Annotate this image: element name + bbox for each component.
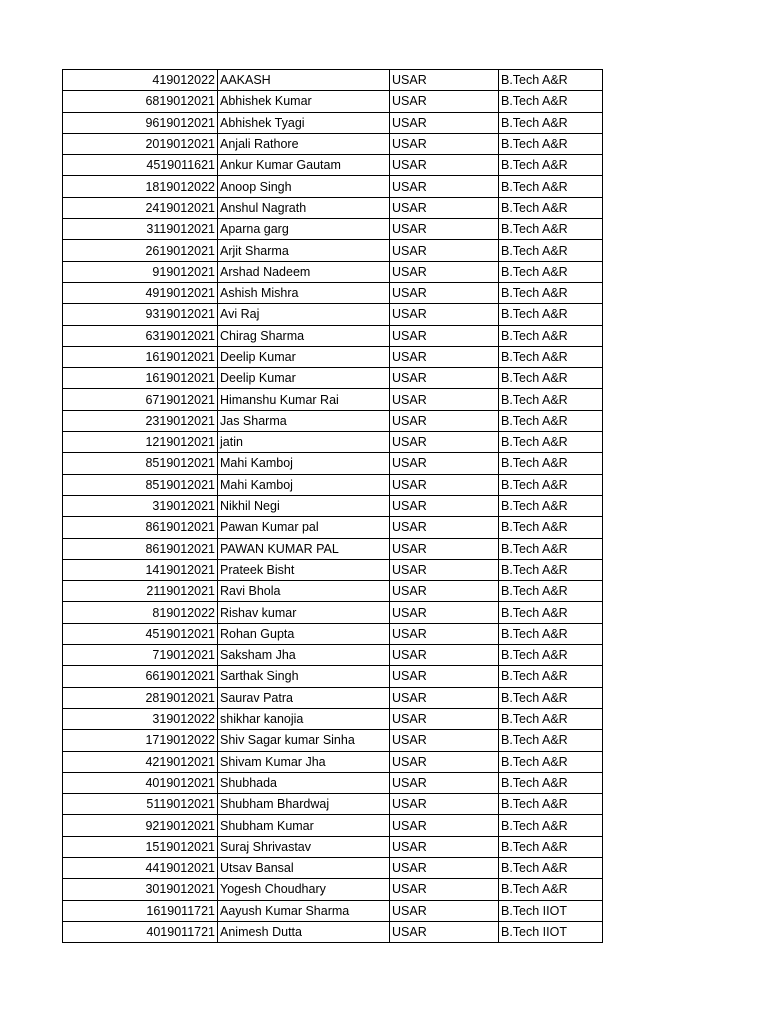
table-row [63, 581, 603, 602]
program-cell[interactable]: B.Tech A&R [499, 325, 603, 346]
student-name-cell[interactable]: Avi Raj [218, 304, 390, 325]
student-name-cell[interactable]: Anjali Rathore [218, 133, 390, 154]
school-cell[interactable]: USAR [390, 921, 499, 942]
enrollment-cell[interactable]: 6719012021 [63, 389, 218, 410]
student-name-cell[interactable]: Anoop Singh [218, 176, 390, 197]
school-cell[interactable]: USAR [390, 304, 499, 325]
enrollment-cell[interactable]: 319012021 [63, 495, 218, 516]
student-name-cell[interactable]: Mahi Kamboj [218, 453, 390, 474]
school-cell[interactable]: USAR [390, 261, 499, 282]
enrollment-cell[interactable]: 4519011621 [63, 155, 218, 176]
program-cell[interactable]: B.Tech A&R [499, 495, 603, 516]
student-name-cell[interactable]: Anshul Nagrath [218, 197, 390, 218]
enrollment-cell[interactable]: 6319012021 [63, 325, 218, 346]
program-cell[interactable]: B.Tech A&R [499, 389, 603, 410]
school-cell[interactable]: USAR [390, 91, 499, 112]
enrollment-cell[interactable]: 1519012021 [63, 836, 218, 857]
enrollment-cell[interactable]: 6819012021 [63, 91, 218, 112]
student-name-cell[interactable]: jatin [218, 432, 390, 453]
enrollment-cell[interactable]: 2319012021 [63, 410, 218, 431]
school-cell[interactable]: USAR [390, 197, 499, 218]
table-row [63, 623, 603, 644]
student-name-cell[interactable]: PAWAN KUMAR PAL [218, 538, 390, 559]
enrollment-cell[interactable]: 1419012021 [63, 559, 218, 580]
school-cell[interactable]: USAR [390, 282, 499, 303]
program-cell[interactable]: B.Tech A&R [499, 538, 603, 559]
table-row [63, 240, 603, 261]
table-row [63, 751, 603, 772]
school-cell[interactable]: USAR [390, 708, 499, 729]
program-cell[interactable]: B.Tech IIOT [499, 900, 603, 921]
program-cell[interactable]: B.Tech A&R [499, 453, 603, 474]
enrollment-cell[interactable]: 4219012021 [63, 751, 218, 772]
student-name-cell[interactable]: Mahi Kamboj [218, 474, 390, 495]
enrollment-cell[interactable]: 5119012021 [63, 794, 218, 815]
school-cell[interactable]: USAR [390, 559, 499, 580]
student-name-cell[interactable]: Deelip Kumar [218, 368, 390, 389]
student-name-cell[interactable]: Ankur Kumar Gautam [218, 155, 390, 176]
student-name-cell[interactable]: Saurav Patra [218, 687, 390, 708]
enrollment-cell[interactable]: 2419012021 [63, 197, 218, 218]
program-cell[interactable]: B.Tech A&R [499, 730, 603, 751]
student-name-cell[interactable]: Suraj Shrivastav [218, 836, 390, 857]
student-name-cell[interactable]: Ravi Bhola [218, 581, 390, 602]
student-name-cell[interactable]: Shubhada [218, 772, 390, 793]
enrollment-cell[interactable]: 1219012021 [63, 432, 218, 453]
program-cell[interactable]: B.Tech A&R [499, 836, 603, 857]
enrollment-cell[interactable]: 3119012021 [63, 219, 218, 240]
enrollment-cell[interactable]: 4019011721 [63, 921, 218, 942]
student-name-cell[interactable]: Shubham Kumar [218, 815, 390, 836]
school-cell[interactable]: USAR [390, 815, 499, 836]
school-cell[interactable]: USAR [390, 389, 499, 410]
program-cell[interactable]: B.Tech A&R [499, 219, 603, 240]
enrollment-cell[interactable]: 8619012021 [63, 517, 218, 538]
table-row [63, 879, 603, 900]
school-cell[interactable]: USAR [390, 112, 499, 133]
school-cell[interactable]: USAR [390, 666, 499, 687]
program-cell[interactable]: B.Tech A&R [499, 559, 603, 580]
school-cell[interactable]: USAR [390, 474, 499, 495]
table-row [63, 900, 603, 921]
student-name-cell[interactable]: Deelip Kumar [218, 346, 390, 367]
enrollment-cell[interactable]: 9219012021 [63, 815, 218, 836]
program-cell[interactable]: B.Tech A&R [499, 815, 603, 836]
student-name-cell[interactable]: Chirag Sharma [218, 325, 390, 346]
table-row [63, 432, 603, 453]
program-cell[interactable]: B.Tech A&R [499, 240, 603, 261]
school-cell[interactable]: USAR [390, 325, 499, 346]
table-row [63, 772, 603, 793]
student-name-cell[interactable]: Sarthak Singh [218, 666, 390, 687]
school-cell[interactable]: USAR [390, 772, 499, 793]
program-cell[interactable]: B.Tech A&R [499, 197, 603, 218]
student-name-cell[interactable]: Ashish Mishra [218, 282, 390, 303]
student-name-cell[interactable]: Prateek Bisht [218, 559, 390, 580]
enrollment-cell[interactable]: 1719012022 [63, 730, 218, 751]
table-row [63, 836, 603, 857]
enrollment-cell[interactable]: 919012021 [63, 261, 218, 282]
program-cell[interactable]: B.Tech A&R [499, 112, 603, 133]
table-row [63, 453, 603, 474]
enrollment-cell[interactable]: 9619012021 [63, 112, 218, 133]
table-row [63, 559, 603, 580]
enrollment-cell[interactable]: 3019012021 [63, 879, 218, 900]
student-name-cell[interactable]: Arshad Nadeem [218, 261, 390, 282]
student-name-cell[interactable]: Nikhil Negi [218, 495, 390, 516]
school-cell[interactable]: USAR [390, 602, 499, 623]
student-name-cell[interactable]: Shivam Kumar Jha [218, 751, 390, 772]
student-name-cell[interactable]: Aparna garg [218, 219, 390, 240]
table-row [63, 495, 603, 516]
enrollment-cell[interactable]: 719012021 [63, 645, 218, 666]
table-row [63, 70, 603, 91]
program-cell[interactable]: B.Tech A&R [499, 474, 603, 495]
school-cell[interactable]: USAR [390, 794, 499, 815]
enrollment-cell[interactable]: 2019012021 [63, 133, 218, 154]
enrollment-cell[interactable]: 4519012021 [63, 623, 218, 644]
school-cell[interactable]: USAR [390, 751, 499, 772]
table-row [63, 282, 603, 303]
student-name-cell[interactable]: Yogesh Choudhary [218, 879, 390, 900]
table-row [63, 687, 603, 708]
enrollment-cell[interactable]: 319012022 [63, 708, 218, 729]
school-cell[interactable]: USAR [390, 70, 499, 91]
student-name-cell[interactable]: Abhishek Tyagi [218, 112, 390, 133]
school-cell[interactable]: USAR [390, 879, 499, 900]
table-row [63, 368, 603, 389]
table-row [63, 538, 603, 559]
program-cell[interactable]: B.Tech A&R [499, 368, 603, 389]
table-row [63, 815, 603, 836]
school-cell[interactable]: USAR [390, 730, 499, 751]
student-name-cell[interactable]: Jas Sharma [218, 410, 390, 431]
school-cell[interactable]: USAR [390, 517, 499, 538]
school-cell[interactable]: USAR [390, 368, 499, 389]
table-row [63, 325, 603, 346]
table-row [63, 794, 603, 815]
enrollment-cell[interactable]: 2119012021 [63, 581, 218, 602]
table-row [63, 666, 603, 687]
school-cell[interactable]: USAR [390, 538, 499, 559]
table-row [63, 91, 603, 112]
table-row [63, 517, 603, 538]
table-row [63, 197, 603, 218]
program-cell[interactable]: B.Tech A&R [499, 794, 603, 815]
program-cell[interactable]: B.Tech A&R [499, 602, 603, 623]
enrollment-cell[interactable]: 4919012021 [63, 282, 218, 303]
table-row [63, 730, 603, 751]
program-cell[interactable]: B.Tech A&R [499, 517, 603, 538]
table-row [63, 410, 603, 431]
program-cell[interactable]: B.Tech A&R [499, 176, 603, 197]
school-cell[interactable]: USAR [390, 240, 499, 261]
program-cell[interactable]: B.Tech IIOT [499, 921, 603, 942]
table-row [63, 346, 603, 367]
student-name-cell[interactable]: Rishav kumar [218, 602, 390, 623]
program-cell[interactable]: B.Tech A&R [499, 155, 603, 176]
school-cell[interactable]: USAR [390, 836, 499, 857]
enrollment-cell[interactable]: 1819012022 [63, 176, 218, 197]
student-name-cell[interactable]: Aayush Kumar Sharma [218, 900, 390, 921]
school-cell[interactable]: USAR [390, 219, 499, 240]
program-cell[interactable]: B.Tech A&R [499, 581, 603, 602]
program-cell[interactable]: B.Tech A&R [499, 282, 603, 303]
table-row [63, 602, 603, 623]
program-cell[interactable]: B.Tech A&R [499, 666, 603, 687]
table-row [63, 921, 603, 942]
enrollment-cell[interactable]: 2619012021 [63, 240, 218, 261]
school-cell[interactable]: USAR [390, 495, 499, 516]
program-cell[interactable]: B.Tech A&R [499, 261, 603, 282]
table-row [63, 155, 603, 176]
program-cell[interactable]: B.Tech A&R [499, 857, 603, 878]
student-name-cell[interactable]: Pawan Kumar pal [218, 517, 390, 538]
school-cell[interactable]: USAR [390, 581, 499, 602]
student-name-cell[interactable]: AAKASH [218, 70, 390, 91]
school-cell[interactable]: USAR [390, 687, 499, 708]
student-name-cell[interactable]: Abhishek Kumar [218, 91, 390, 112]
enrollment-cell[interactable]: 1619012021 [63, 346, 218, 367]
table-row [63, 133, 603, 154]
table-row [63, 708, 603, 729]
program-cell[interactable]: B.Tech A&R [499, 304, 603, 325]
enrollment-cell[interactable]: 1619011721 [63, 900, 218, 921]
enrollment-cell[interactable]: 2819012021 [63, 687, 218, 708]
program-cell[interactable]: B.Tech A&R [499, 432, 603, 453]
program-cell[interactable]: B.Tech A&R [499, 410, 603, 431]
program-cell[interactable]: B.Tech A&R [499, 772, 603, 793]
table-row [63, 857, 603, 878]
enrollment-cell[interactable]: 8519012021 [63, 453, 218, 474]
student-name-cell[interactable]: shikhar kanojia [218, 708, 390, 729]
student-table [62, 69, 603, 943]
table-row [63, 389, 603, 410]
student-name-cell[interactable]: Saksham Jha [218, 645, 390, 666]
program-cell[interactable]: B.Tech A&R [499, 708, 603, 729]
school-cell[interactable]: USAR [390, 346, 499, 367]
enrollment-cell[interactable]: 1619012021 [63, 368, 218, 389]
student-name-cell[interactable]: Rohan Gupta [218, 623, 390, 644]
program-cell[interactable]: B.Tech A&R [499, 133, 603, 154]
enrollment-cell[interactable]: 4019012021 [63, 772, 218, 793]
table-row [63, 112, 603, 133]
table-row [63, 645, 603, 666]
enrollment-cell[interactable]: 8619012021 [63, 538, 218, 559]
table-row [63, 261, 603, 282]
enrollment-cell[interactable]: 4419012021 [63, 857, 218, 878]
school-cell[interactable]: USAR [390, 133, 499, 154]
school-cell[interactable]: USAR [390, 623, 499, 644]
school-cell[interactable]: USAR [390, 645, 499, 666]
program-cell[interactable]: B.Tech A&R [499, 346, 603, 367]
student-name-cell[interactable]: Utsav Bansal [218, 857, 390, 878]
program-cell[interactable]: B.Tech A&R [499, 687, 603, 708]
student-name-cell[interactable]: Shubham Bhardwaj [218, 794, 390, 815]
enrollment-cell[interactable]: 6619012021 [63, 666, 218, 687]
program-cell[interactable]: B.Tech A&R [499, 91, 603, 112]
school-cell[interactable]: USAR [390, 453, 499, 474]
student-name-cell[interactable]: Shiv Sagar kumar Sinha [218, 730, 390, 751]
enrollment-cell[interactable]: 819012022 [63, 602, 218, 623]
school-cell[interactable]: USAR [390, 410, 499, 431]
student-name-cell[interactable]: Himanshu Kumar Rai [218, 389, 390, 410]
student-name-cell[interactable]: Animesh Dutta [218, 921, 390, 942]
program-cell[interactable]: B.Tech A&R [499, 645, 603, 666]
program-cell[interactable]: B.Tech A&R [499, 70, 603, 91]
school-cell[interactable]: USAR [390, 176, 499, 197]
student-table-body [63, 70, 603, 943]
enrollment-cell[interactable]: 419012022 [63, 70, 218, 91]
school-cell[interactable]: USAR [390, 155, 499, 176]
program-cell[interactable]: B.Tech A&R [499, 751, 603, 772]
table-row [63, 219, 603, 240]
table-row [63, 474, 603, 495]
program-cell[interactable]: B.Tech A&R [499, 623, 603, 644]
school-cell[interactable]: USAR [390, 857, 499, 878]
enrollment-cell[interactable]: 9319012021 [63, 304, 218, 325]
program-cell[interactable]: B.Tech A&R [499, 879, 603, 900]
enrollment-cell[interactable]: 8519012021 [63, 474, 218, 495]
student-name-cell[interactable]: Arjit Sharma [218, 240, 390, 261]
school-cell[interactable]: USAR [390, 432, 499, 453]
table-row [63, 176, 603, 197]
school-cell[interactable]: USAR [390, 900, 499, 921]
table-row [63, 304, 603, 325]
